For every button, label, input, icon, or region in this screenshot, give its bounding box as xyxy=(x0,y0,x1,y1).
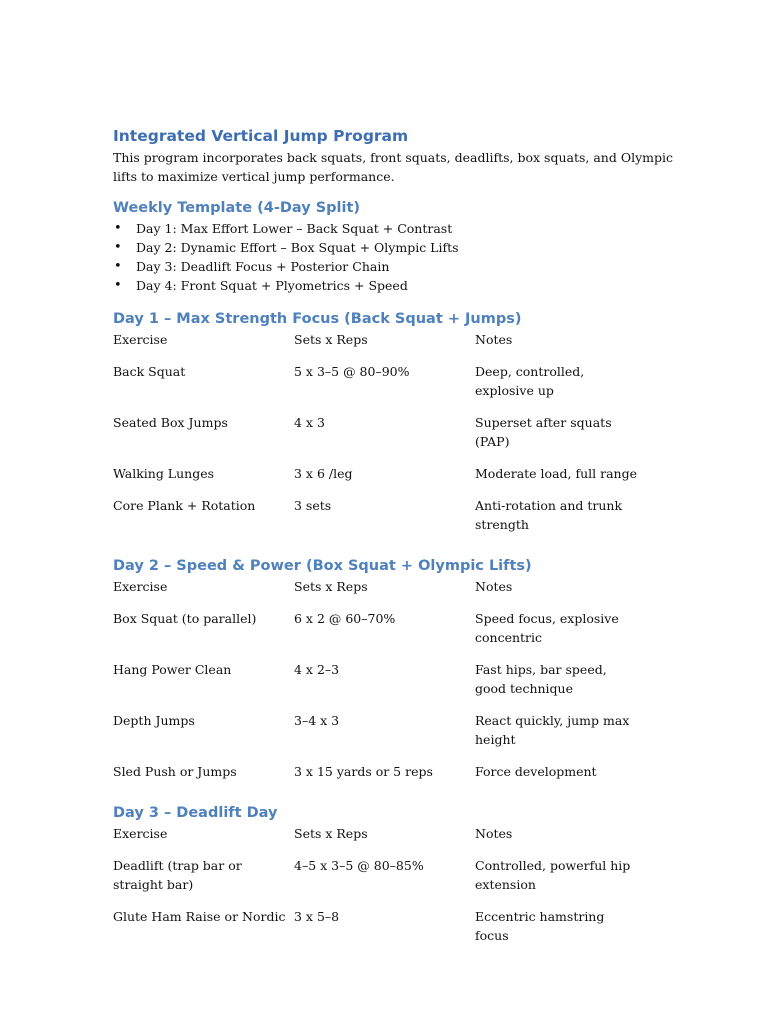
notes-cell: Force development xyxy=(475,764,597,779)
notes-cell: Fast hips, bar speed, good technique xyxy=(475,662,607,696)
column-header-notes: Notes xyxy=(475,332,513,347)
day1-table xyxy=(113,330,643,542)
column-header-exercise: Exercise xyxy=(113,579,168,594)
sets-reps-cell: 3 x 6 /leg xyxy=(294,466,353,481)
notes-cell: Deep, controlled, explosive up xyxy=(475,364,585,398)
exercise-cell: Sled Push or Jumps xyxy=(113,764,237,779)
sets-reps-cell: 5 x 3–5 @ 80–90% xyxy=(294,364,410,379)
exercise-cell: Box Squat (to parallel) xyxy=(113,611,257,626)
sets-reps-cell: 4 x 2–3 xyxy=(294,662,340,677)
sets-reps-cell: 6 x 2 @ 60–70% xyxy=(294,611,396,626)
table-row xyxy=(113,856,643,907)
sets-reps-cell: 4 x 3 xyxy=(294,415,325,430)
notes-cell: React quickly, jump max height xyxy=(475,713,630,747)
weekly-item-day1: • Day 1: Max Effort Lower – Back Squat + Contrast xyxy=(136,219,673,238)
table-header-row xyxy=(113,577,643,609)
exercise-cell: Back Squat xyxy=(113,364,186,379)
weekly-item-day4: • Day 4: Front Squat + Plyometrics + Speed xyxy=(136,276,673,295)
weekly-template-heading: Weekly Template (4-Day Split) xyxy=(113,200,361,216)
sets-reps-cell: 3 sets xyxy=(294,498,332,513)
sets-reps-cell: 4–5 x 3–5 @ 80–85% xyxy=(294,858,424,873)
table-row xyxy=(113,660,643,711)
day3-heading: Day 3 – Deadlift Day xyxy=(113,805,278,821)
column-header-sets-reps: Sets x Reps xyxy=(294,579,368,594)
notes-cell: Eccentric hamstring focus xyxy=(475,909,605,943)
exercise-cell: Seated Box Jumps xyxy=(113,415,228,430)
column-header-exercise: Exercise xyxy=(113,332,168,347)
document-title: Integrated Vertical Jump Program xyxy=(113,127,409,145)
table-row xyxy=(113,362,643,413)
weekly-template-list xyxy=(113,219,673,295)
exercise-cell: Deadlift (trap bar or straight bar) xyxy=(113,858,242,892)
exercise-cell: Depth Jumps xyxy=(113,713,195,728)
notes-cell: Speed focus, explosive concentric xyxy=(475,611,619,645)
exercise-cell: Core Plank + Rotation xyxy=(113,498,256,513)
column-header-notes: Notes xyxy=(475,579,513,594)
column-header-sets-reps: Sets x Reps xyxy=(294,332,368,347)
table-row xyxy=(113,464,643,496)
column-header-notes: Notes xyxy=(475,826,513,841)
column-header-exercise: Exercise xyxy=(113,826,168,841)
table-row xyxy=(113,762,643,789)
table-row xyxy=(113,907,643,953)
day2-table xyxy=(113,577,643,789)
document-page xyxy=(113,126,673,953)
exercise-cell: Hang Power Clean xyxy=(113,662,232,677)
exercise-cell: Glute Ham Raise or Nordic xyxy=(113,909,286,924)
table-header-row xyxy=(113,824,643,856)
day1-heading: Day 1 – Max Strength Focus (Back Squat + Jumps) xyxy=(113,311,522,327)
weekly-item-day3: • Day 3: Deadlift Focus + Posterior Chain xyxy=(136,257,673,276)
intro-paragraph: This program incorporates back squats, front squats, deadlifts, box squats, and Olympic lifts to maximize vertical jump performance. xyxy=(113,150,673,184)
sets-reps-cell: 3–4 x 3 xyxy=(294,713,340,728)
exercise-cell: Walking Lunges xyxy=(113,466,215,481)
table-row xyxy=(113,413,643,464)
column-header-sets-reps: Sets x Reps xyxy=(294,826,368,841)
weekly-item-day2: • Day 2: Dynamic Effort – Box Squat + Olympic Lifts xyxy=(136,238,673,257)
table-header-row xyxy=(113,330,643,362)
day3-table xyxy=(113,824,643,953)
table-row xyxy=(113,711,643,762)
sets-reps-cell: 3 x 15 yards or 5 reps xyxy=(294,764,433,779)
notes-cell: Moderate load, full range xyxy=(475,466,637,481)
notes-cell: Anti-rotation and trunk strength xyxy=(475,498,623,532)
table-row xyxy=(113,609,643,660)
day2-heading: Day 2 – Speed & Power (Box Squat + Olympic Lifts) xyxy=(113,558,532,574)
notes-cell: Controlled, powerful hip extension xyxy=(475,858,631,892)
sets-reps-cell: 3 x 5–8 xyxy=(294,909,340,924)
table-row xyxy=(113,496,643,542)
notes-cell: Superset after squats (PAP) xyxy=(475,415,612,449)
